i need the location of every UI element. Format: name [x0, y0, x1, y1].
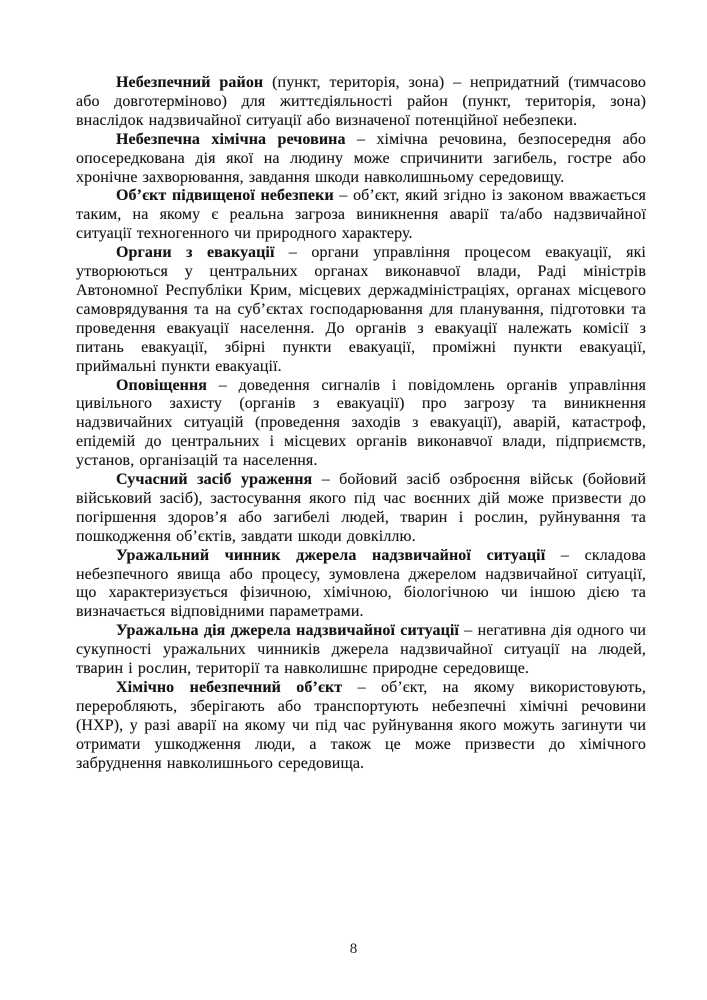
glossary-definition: – хімічна речовина, безпосередня або опосередкована дія якої на людину може спричинити загибель, гостре або хронічне захворювання, завдання шкоди навколишньому середовищу.	[76, 130, 646, 186]
glossary-paragraph	[76, 622, 646, 679]
glossary-term: Небезпечна хімічна речовина	[116, 130, 346, 148]
glossary-definition: – негативна дія одного чи сукупності уражальних чинників джерела надзвичайної ситуації на людей, тварин і рослин, території та навколишнє природне середовище.	[76, 622, 647, 678]
glossary-term: Уражальний чинник джерела надзвичайної ситуації	[116, 546, 546, 564]
page-number: 8	[349, 941, 358, 957]
glossary-paragraph	[76, 547, 646, 623]
glossary-definition: – складова небезпечного явища або процесу, зумовлена джерелом надзвичайної ситуації, що характеризується фізичною, хімічною, біологічною чи іншою дією та визначається відповідними параметрами.	[76, 546, 646, 621]
glossary-paragraph	[76, 244, 646, 376]
glossary-paragraph	[76, 187, 646, 244]
glossary-paragraph	[76, 74, 646, 131]
glossary-paragraph	[76, 471, 646, 547]
glossary-term: Небезпечний район	[116, 74, 264, 91]
glossary-term: Оповіщення	[116, 376, 208, 394]
glossary-definition: – органи управління процесом евакуації, які утворюються у центральних органах виконавчої влади, Раді міністрів Автономної Республіки Крим, місцевих держадміністраціях, органах місцевого самоврядування та на суб’єктах господарювання для планування, підготовки та проведення евакуації населення. До органів з евакуації належать комісії з питань евакуації, збірні пункти евакуації, проміжні пункти евакуації, приймальні пункти евакуації.	[76, 244, 646, 375]
glossary-definition: – об’єкт, на якому використовують, переробляють, зберігають або транспортують небезпечні хімічні речовини (НХР), у разі аварії на якому чи під час руйнування якого можуть загинути чи отримати ушкодження люди, а також це може призвести до хімічного забруднення навколишнього середовища.	[76, 679, 646, 772]
glossary-definition: – доведення сигналів і повідомлень органів управління цивільного захисту (органів з евакуації) про загрозу та виникнення надзвичайних ситуацій (проведення заходів з евакуації), аварій, катастроф, епідемій до центральних і місцевих органів виконавчої влади, підприємств, установ, організацій та населення.	[76, 376, 646, 470]
glossary-term: Хімічно небезпечний об’єкт	[116, 679, 343, 696]
glossary-term: Уражальна дія джерела надзвичайної ситуації	[116, 622, 459, 640]
glossary-paragraph	[76, 131, 646, 188]
glossary-paragraph	[76, 679, 646, 774]
glossary-paragraph	[76, 377, 646, 472]
glossary-term: Сучасний засіб ураження	[116, 471, 313, 489]
glossary-definition: – об’єкт, який згідно із законом вважається таким, на якому є реальна загроза виникнення аварії та/або надзвичайної ситуації техногенного чи природного характеру.	[76, 187, 646, 243]
glossary-term: Органи з евакуації	[116, 244, 275, 262]
glossary-definition: – бойовий засіб озброєння військ (бойовий військовий засіб), застосування якого під час воєнних дій може призвести до погіршення здоров’я або загибелі людей, тварин і рослин, руйнування та пошкодження об’єктів, завдати шкоди довкіллю.	[76, 471, 647, 545]
glossary-term: Об’єкт підвищеної небезпеки	[116, 187, 334, 205]
glossary-text-block	[76, 74, 646, 774]
glossary-definition: (пункт, територія, зона) – непридатний (тимчасово або довготерміново) для життєдіяльності район (пункт, територія, зона) внаслідок надзвичайної ситуації або визначеної потенційної небезпеки.	[76, 74, 647, 129]
